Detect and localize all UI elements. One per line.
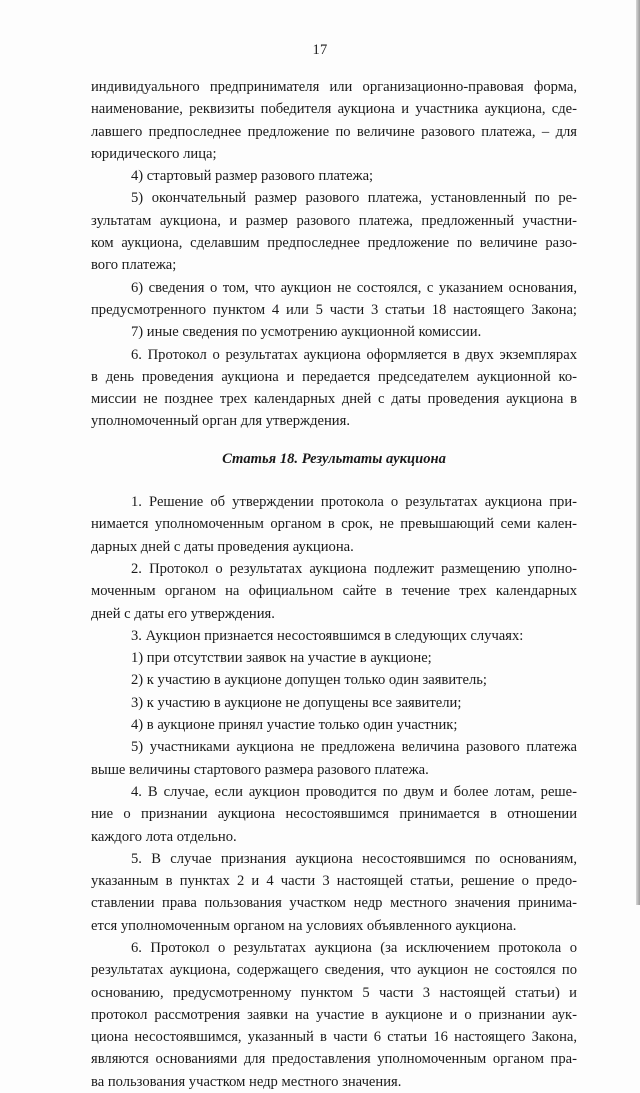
text-line: в день проведения аукциона и передается председателем аукционной ко- <box>91 368 577 385</box>
text-line: ком аукциона, сделавшим предпоследнее предложение по величине разо- <box>91 235 577 252</box>
text-line: 6. Протокол о результатах аукциона оформляется в двух экземплярах <box>131 346 577 363</box>
text-line: 7) иные сведения по усмотрению аукционной комиссии. <box>131 324 482 341</box>
text-line: нимается уполномоченным органом в срок, не превышающий семи кален- <box>91 516 577 533</box>
text-line: протокол рассмотрения заявки на участие в аукционе и о признании аук- <box>91 1006 577 1023</box>
text-line: наименование, реквизиты победителя аукциона и участника аукциона, сде- <box>91 101 577 118</box>
text-line: индивидуального предпринимателя или организационно-правовая форма, <box>91 79 577 95</box>
text-line: миссии не позднее трех календарных дней с даты проведения аукциона в <box>91 391 577 408</box>
text-line: ставлении права пользования участком недр местного значения принима- <box>91 895 577 912</box>
text-line: 4) стартовый размер разового платежа; <box>131 168 374 185</box>
text-line: 6. Протокол о результатах аукциона (за исключением протокола о <box>131 939 577 956</box>
text-line: юридического лица; <box>91 145 217 162</box>
text-line: 4) в аукционе принял участие только один участник; <box>131 717 458 734</box>
text-line: 4. В случае, если аукцион проводится по двум и более лотам, реше- <box>131 783 577 800</box>
text-line: предусмотренного пунктом 4 или 5 части 3 статьи 18 настоящего Закона; <box>91 301 577 318</box>
page-number: 17 <box>312 42 328 58</box>
text-line: циона несостоявшимся, указанный в части 6 статьи 16 настоящего Закона, <box>91 1029 577 1046</box>
text-line: каждого лота отдельно. <box>91 828 237 845</box>
text-line: 2) к участию в аукционе допущен только один заявитель; <box>131 672 487 689</box>
text-line: ва пользования участком недр местного значения. <box>91 1073 402 1090</box>
text-line: вого платежа; <box>91 257 177 274</box>
text-line: 5) окончательный размер разового платежа, установленный по ре- <box>131 190 577 207</box>
text-line: результатах аукциона, содержащего сведения, что аукцион не состоялся по <box>91 962 577 979</box>
text-line: лавшего предпоследнее предложение по величине разового платежа, – для <box>91 123 577 140</box>
text-line: дней с даты его утверждения. <box>91 605 275 622</box>
text-line: дарных дней с даты проведения аукциона. <box>91 538 354 555</box>
article-heading: Статья 18. Результаты аукциона <box>222 450 446 467</box>
document-body <box>91 76 577 1093</box>
text-line: являются основаниями для предоставления уполномоченным органом пра- <box>91 1051 577 1068</box>
text-line: 5) участниками аукциона не предложена величина разового платежа <box>131 739 577 756</box>
text-line: ние о признании аукциона несостоявшимся принимается в отношении <box>91 806 577 823</box>
text-line: 1) при отсутствии заявок на участие в аукционе; <box>131 650 432 667</box>
text-line: уполномоченный орган для утверждения. <box>91 413 350 430</box>
text-line: указанным в пунктах 2 и 4 части 3 настоящей статьи, решение о предо- <box>91 873 577 890</box>
text-line: основанию, предусмотренному пунктом 5 части 3 настоящей статьи) и <box>91 984 577 1001</box>
text-line: 3. Аукцион признается несостоявшимся в следующих случаях: <box>131 627 524 644</box>
text-line: ется уполномоченным органом на условиях объявленного аукциона. <box>91 917 517 934</box>
text-line: 2. Протокол о результатах аукциона подлежит размещению уполно- <box>131 560 577 577</box>
text-line: выше величины стартового размера разового платежа. <box>91 761 429 778</box>
text-line: зультатам аукциона, и размер разового платежа, предложенный участни- <box>91 212 577 229</box>
text-line: 1. Решение об утверждении протокола о результатах аукциона при- <box>131 494 577 511</box>
text-line: моченным органом на официальном сайте в течение трех календарных <box>91 583 577 600</box>
text-line: 6) сведения о том, что аукцион не состоялся, с указанием основания, <box>131 279 577 296</box>
page-edge <box>636 0 640 905</box>
text-line: 5. В случае признания аукциона несостоявшимся по основаниям, <box>131 850 577 867</box>
text-line: 3) к участию в аукционе не допущены все заявители; <box>131 694 462 711</box>
